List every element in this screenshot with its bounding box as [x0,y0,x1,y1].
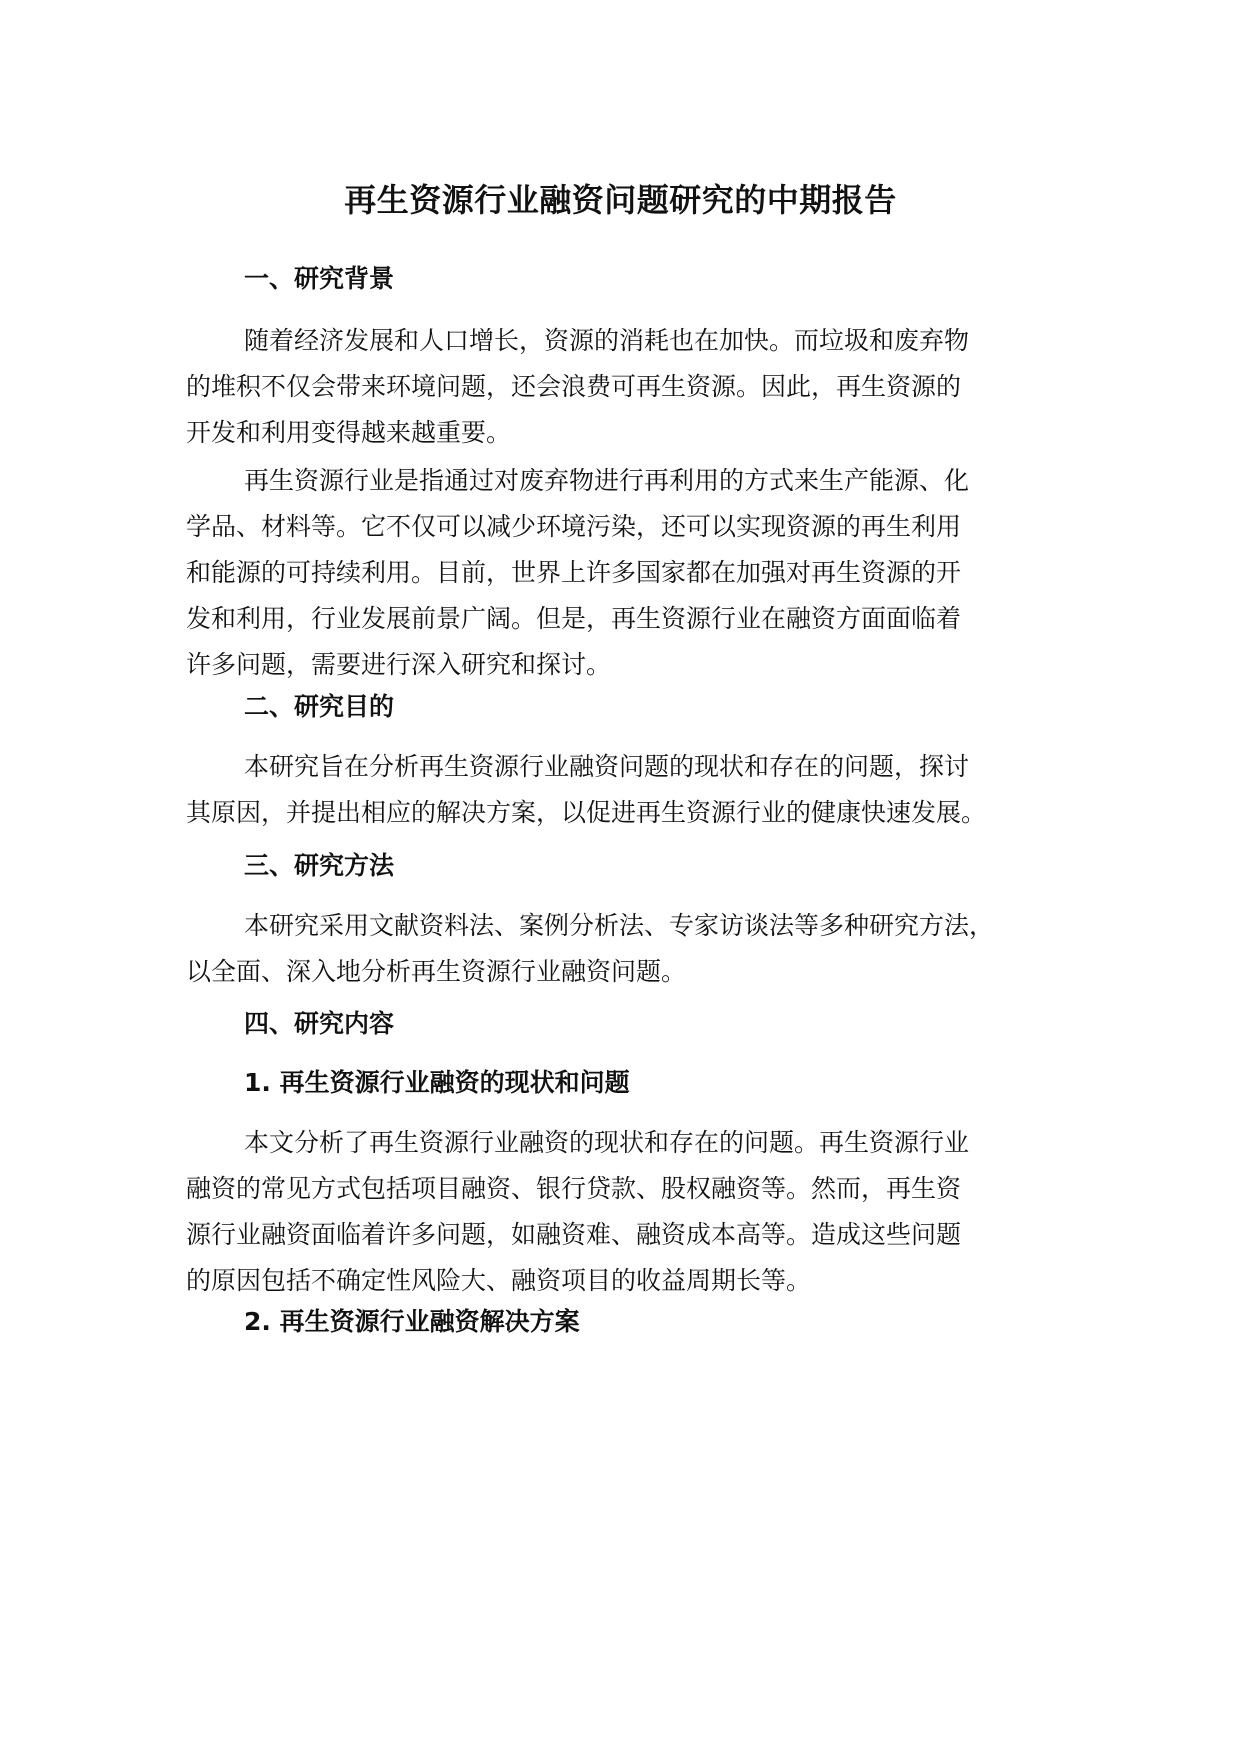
subsection-heading-status: 1. 再生资源行业融资的现状和问题 [244,1068,630,1097]
paragraph-line: 以全面、深入地分析再生资源行业融资问题。 [186,957,687,986]
paragraph-background-1 [186,318,1056,456]
section-heading-background: 一、研究背景 [244,264,395,293]
paragraph-line: 本研究旨在分析再生资源行业融资问题的现状和存在的问题，探讨 [244,752,970,781]
paragraph-line: 本文分析了再生资源行业融资的现状和存在的问题。再生资源行业 [244,1128,970,1157]
paragraph-line: 许多问题，需要进行深入研究和探讨。 [186,650,612,679]
paragraph-line: 源行业融资面临着许多问题，如融资难、融资成本高等。造成这些问题 [186,1220,962,1249]
paragraph-line: 的原因包括不确定性风险大、融资项目的收益周期长等。 [186,1266,812,1295]
paragraph-line: 的堆积不仅会带来环境问题，还会浪费可再生资源。因此，再生资源的 [186,372,962,401]
document-title: 再生资源行业融资问题研究的中期报告 [344,181,897,219]
paragraph-line: 和能源的可持续利用。目前，世界上许多国家都在加强对再生资源的开 [186,558,962,587]
section-heading-content: 四、研究内容 [244,1009,395,1038]
paragraph-line: 学品、材料等。它不仅可以减少环境污染，还可以实现资源的再生利用 [186,512,962,541]
section-heading-methods: 三、研究方法 [244,851,395,880]
paragraph-line: 随着经济发展和人口增长，资源的消耗也在加快。而垃圾和废弃物 [244,326,970,355]
paragraph-line: 融资的常见方式包括项目融资、银行贷款、股权融资等。然而，再生资 [186,1174,962,1203]
paragraph-status [186,1120,1056,1304]
paragraph-line: 发和利用，行业发展前景广阔。但是，再生资源行业在融资方面面临着 [186,604,962,633]
subsection-heading-solutions: 2. 再生资源行业融资解决方案 [244,1307,580,1336]
paragraph-methods [186,903,1056,995]
paragraph-line: 再生资源行业是指通过对废弃物进行再利用的方式来生产能源、化 [244,466,970,495]
paragraph-line: 其原因，并提出相应的解决方案，以促进再生资源行业的健康快速发展。 [186,798,987,827]
paragraph-line: 开发和利用变得越来越重要。 [186,418,512,447]
paragraph-purpose [186,744,1056,836]
paragraph-line: 本研究采用文献资料法、案例分析法、专家访谈法等多种研究方法， [244,911,995,940]
paragraph-background-2 [186,458,1056,688]
section-heading-purpose: 二、研究目的 [244,692,395,721]
